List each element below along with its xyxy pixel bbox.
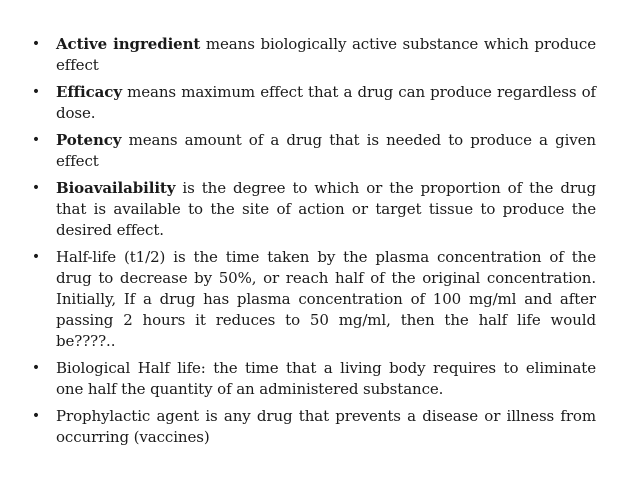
definition-half-life: Half-life (t1/2) is the time taken by the plasma concentration of the drug to decrease by 50%, or reach half of the original concentration. Initially, If a drug has plasma concentration of 100 mg/ml and after passing 2 hours it reduces to 50 mg/ml, then the half life would be????.. [56, 248, 596, 350]
list-item-bioavailability [30, 178, 596, 241]
bullet-icon: • [31, 360, 41, 376]
definition-active-ingredient: means biologically active substance which produce effect [56, 35, 596, 74]
term-potency: Potency [56, 131, 122, 149]
bullet-list [30, 34, 596, 454]
list-item-potency [30, 130, 596, 172]
term-efficacy: Efficacy [56, 83, 122, 101]
list-item-prophylactic-agent [30, 406, 596, 448]
definition-efficacy: means maximum effect that a drug can produce regardless of dose. [56, 83, 596, 122]
list-item-biological-half-life [30, 358, 596, 400]
definition-biological-half-life: Biological Half life: the time that a living body requires to eliminate one half the quantity of an administered substance. [56, 359, 596, 398]
bullet-icon: • [31, 132, 41, 148]
bullet-icon: • [31, 249, 41, 265]
list-item-active-ingredient [30, 34, 596, 76]
bullet-icon: • [31, 408, 41, 424]
definition-prophylactic-agent: Prophylactic agent is any drug that prevents a disease or illness from occurring (vaccines) [56, 407, 596, 446]
bullet-icon: • [31, 36, 41, 52]
term-active-ingredient: Active ingredient [56, 35, 201, 53]
definition-bioavailability: is the degree to which or the proportion of the drug that is available to the site of action or target tissue to produce the desired effect. [56, 179, 596, 239]
bullet-icon: • [31, 180, 41, 196]
list-item-efficacy [30, 82, 596, 124]
bullet-icon: • [31, 84, 41, 100]
list-item-half-life [30, 247, 596, 352]
term-bioavailability: Bioavailability [56, 179, 176, 197]
definition-potency: means amount of a drug that is needed to produce a given effect [56, 131, 596, 170]
